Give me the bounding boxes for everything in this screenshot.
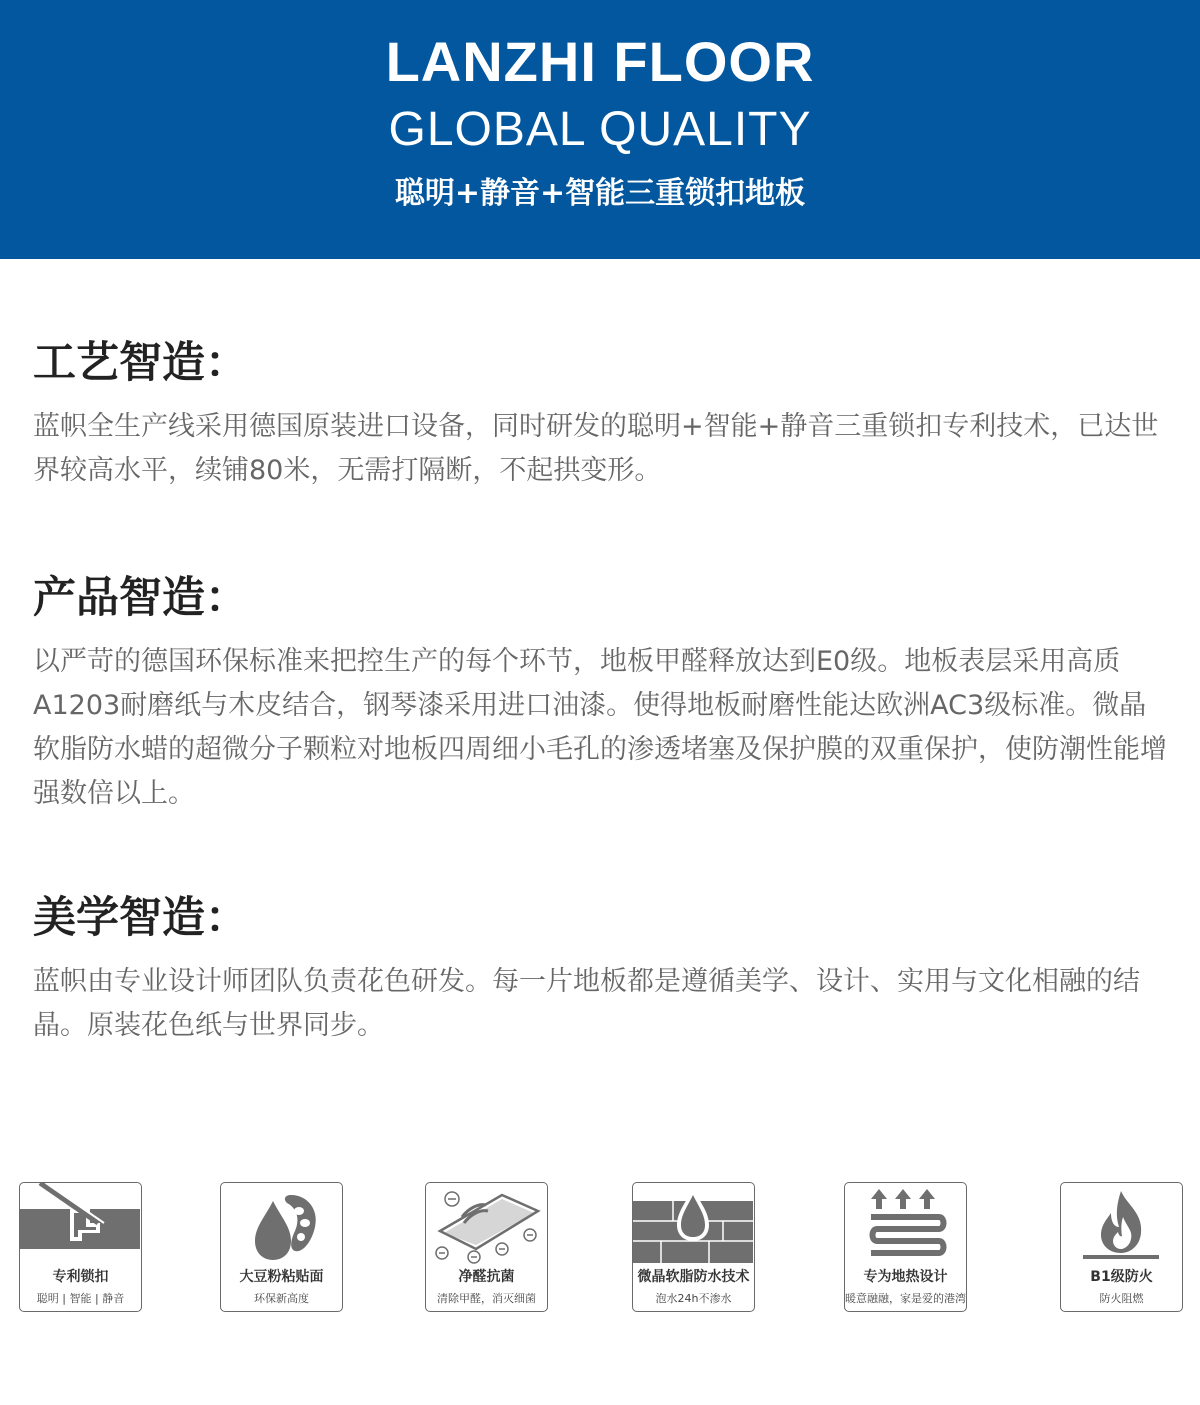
header-banner [0, 0, 1200, 259]
badge-subtitle: 环保新高度 [254, 1292, 309, 1305]
badge-subtitle: 泡水24h不渗水 [655, 1292, 732, 1305]
section-product [33, 570, 1173, 816]
fire-icon [1061, 1183, 1181, 1265]
badge-antibacterial [425, 1182, 548, 1312]
badge-floor-heating [844, 1182, 967, 1312]
badge-patent-lock [19, 1182, 142, 1312]
badge-title: 净醛抗菌 [458, 1269, 515, 1285]
badge-subtitle: 聪明 | 智能 | 静音 [36, 1292, 125, 1305]
badge-waterproof [632, 1182, 755, 1312]
section-aesthetics [33, 890, 1173, 1048]
badge-title: 微晶软脂防水技术 [637, 1269, 750, 1285]
section-title: 工艺智造： [33, 338, 248, 388]
badge-subtitle: 防火阻燃 [1099, 1292, 1144, 1305]
badge-title: 专为地热设计 [863, 1269, 948, 1285]
soybean-glue-icon [221, 1183, 341, 1265]
badge-subtitle: 清除甲醛，消灭细菌 [437, 1292, 536, 1305]
feature-badges [0, 1182, 1200, 1314]
brand-subtitle: GLOBAL QUALITY [388, 103, 812, 156]
section-title: 产品智造： [33, 573, 248, 623]
section-body: 蓝帜全生产线采用德国原装进口设备，同时研发的聪明+智能+静音三重锁扣专利技术，已达世界较高水平，续铺80米，无需打隔断，不起拱变形。 [33, 411, 1159, 486]
section-title: 美学智造： [33, 893, 248, 943]
badge-soybean [220, 1182, 343, 1312]
badge-title: 专利锁扣 [52, 1269, 109, 1285]
slogan: 聪明+静音+智能三重锁扣地板 [394, 176, 806, 211]
badge-fire [1060, 1182, 1183, 1312]
antibacterial-icon [426, 1183, 546, 1265]
section-craft [33, 335, 1173, 493]
badge-title: 大豆粉粘贴面 [239, 1269, 324, 1285]
section-body: 以严苛的德国环保标准来把控生产的每个环节，地板甲醛释放达到E0级。地板表层采用高质A1203耐磨纸与木皮结合，钢琴漆采用进口油漆。使得地板耐磨性能达欧洲AC3级标准。微晶软脂防水蜡的超微分子颗粒对地板四周细小毛孔的渗透堵塞及保护膜的双重保护，使防潮性能增强数倍以上。 [33, 646, 1167, 809]
badge-subtitle: 暖意融融，家是爱的港湾 [845, 1292, 966, 1305]
floor-heating-icon [845, 1183, 965, 1265]
section-body: 蓝帜由专业设计师团队负责花色研发。每一片地板都是遵循美学、设计、实用与文化相融的结晶。原装花色纸与世界同步。 [33, 966, 1140, 1041]
badge-title: B1级防火 [1090, 1269, 1153, 1285]
waterproof-drop-icon [633, 1183, 753, 1265]
brand-title: LANZHI FLOOR [385, 30, 815, 93]
patent-lock-icon [20, 1183, 140, 1265]
